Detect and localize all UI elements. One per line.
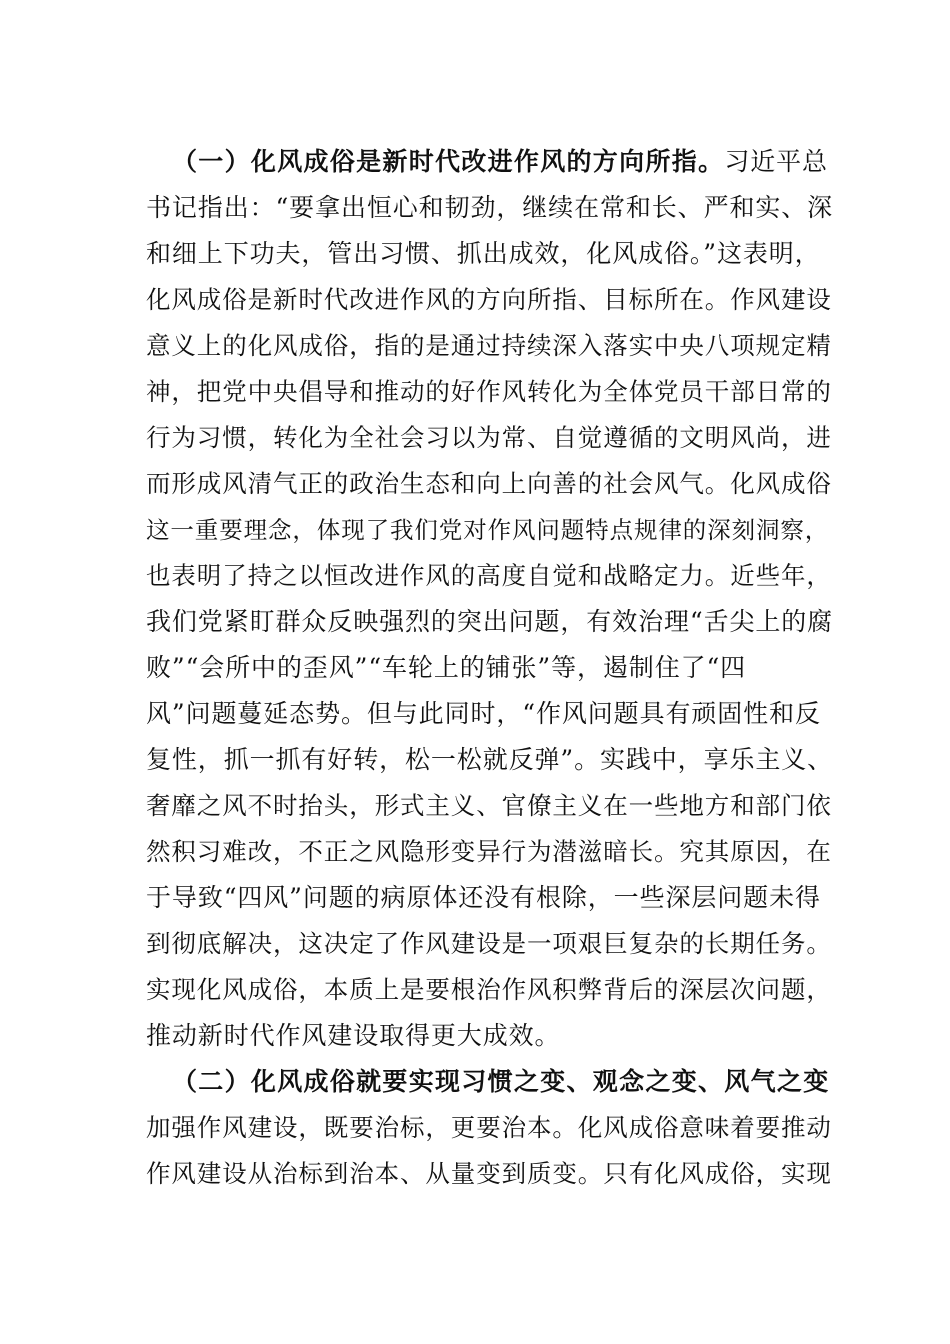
paragraph-line — [172, 1059, 836, 1105]
paragraph-line: 我们党紧盯群众反映强烈的突出问题，有效治理“舌尖上的腐 — [146, 607, 834, 636]
paragraph-line: 而形成风清气正的政治生态和向上向善的社会风气。化风成俗 — [146, 469, 832, 498]
paragraph-line: 加强作风建设，既要治标，更要治本。化风成俗意味着要推动 — [146, 1113, 832, 1142]
paragraph-line: 行为习惯，转化为全社会习以为常、自觉遵循的文明风尚，进 — [146, 423, 832, 452]
paragraph-line: 和细上下功夫，管出习惯、抓出成效，化风成俗。”这表明， — [146, 239, 821, 268]
paragraph-text: 习近平总 — [724, 147, 828, 176]
paragraph-line: 意义上的化风成俗，指的是通过持续深入落实中央八项规定精 — [146, 331, 832, 360]
paragraph-line: 于导致“四风”问题的病原体还没有根除，一些深层问题未得 — [146, 883, 821, 912]
paragraph-line: 书记指出：“要拿出恒心和韧劲，继续在常和长、严和实、深 — [146, 193, 834, 222]
paragraph-line — [172, 139, 836, 185]
section-heading: （二）化风成俗就要实现习惯之变、观念之变、风气之变 — [172, 1067, 830, 1096]
paragraph-line: 奢靡之风不时抬头，形式主义、官僚主义在一些地方和部门依 — [146, 791, 832, 820]
paragraph-line: 复性，抓一抓有好转，松一松就反弹”。实践中，享乐主义、 — [146, 745, 834, 774]
paragraph-line: 神，把党中央倡导和推动的好作风转化为全体党员干部日常的 — [146, 377, 832, 406]
paragraph-line: 也表明了持之以恒改进作风的高度自觉和战略定力。近些年， — [146, 561, 832, 590]
paragraph-line: 实现化风成俗，本质上是要根治作风积弊背后的深层次问题， — [146, 975, 832, 1004]
section-heading: （一）化风成俗是新时代改进作风的方向所指。 — [172, 147, 725, 176]
paragraph-line: 然积习难改，不正之风隐形变异行为潜滋暗长。究其原因，在 — [146, 837, 832, 866]
paragraph-line: 风”问题蔓延态势。但与此同时，“作风问题具有顽固性和反 — [146, 699, 821, 728]
paragraph-line: 这一重要理念，体现了我们党对作风问题特点规律的深刻洞察， — [146, 516, 830, 544]
paragraph-line: 作风建设从治标到治本、从量变到质变。只有化风成俗，实现 — [146, 1159, 832, 1188]
paragraph-line: 败”“会所中的歪风”“车轮上的铺张”等，遏制住了“四 — [146, 653, 747, 682]
paragraph-line: 化风成俗是新时代改进作风的方向所指、目标所在。作风建设 — [146, 285, 832, 314]
paragraph-line: 推动新时代作风建设取得更大成效。 — [146, 1021, 561, 1050]
paragraph-line: 到彻底解决，这决定了作风建设是一项艰巨复杂的长期任务。 — [146, 929, 832, 958]
